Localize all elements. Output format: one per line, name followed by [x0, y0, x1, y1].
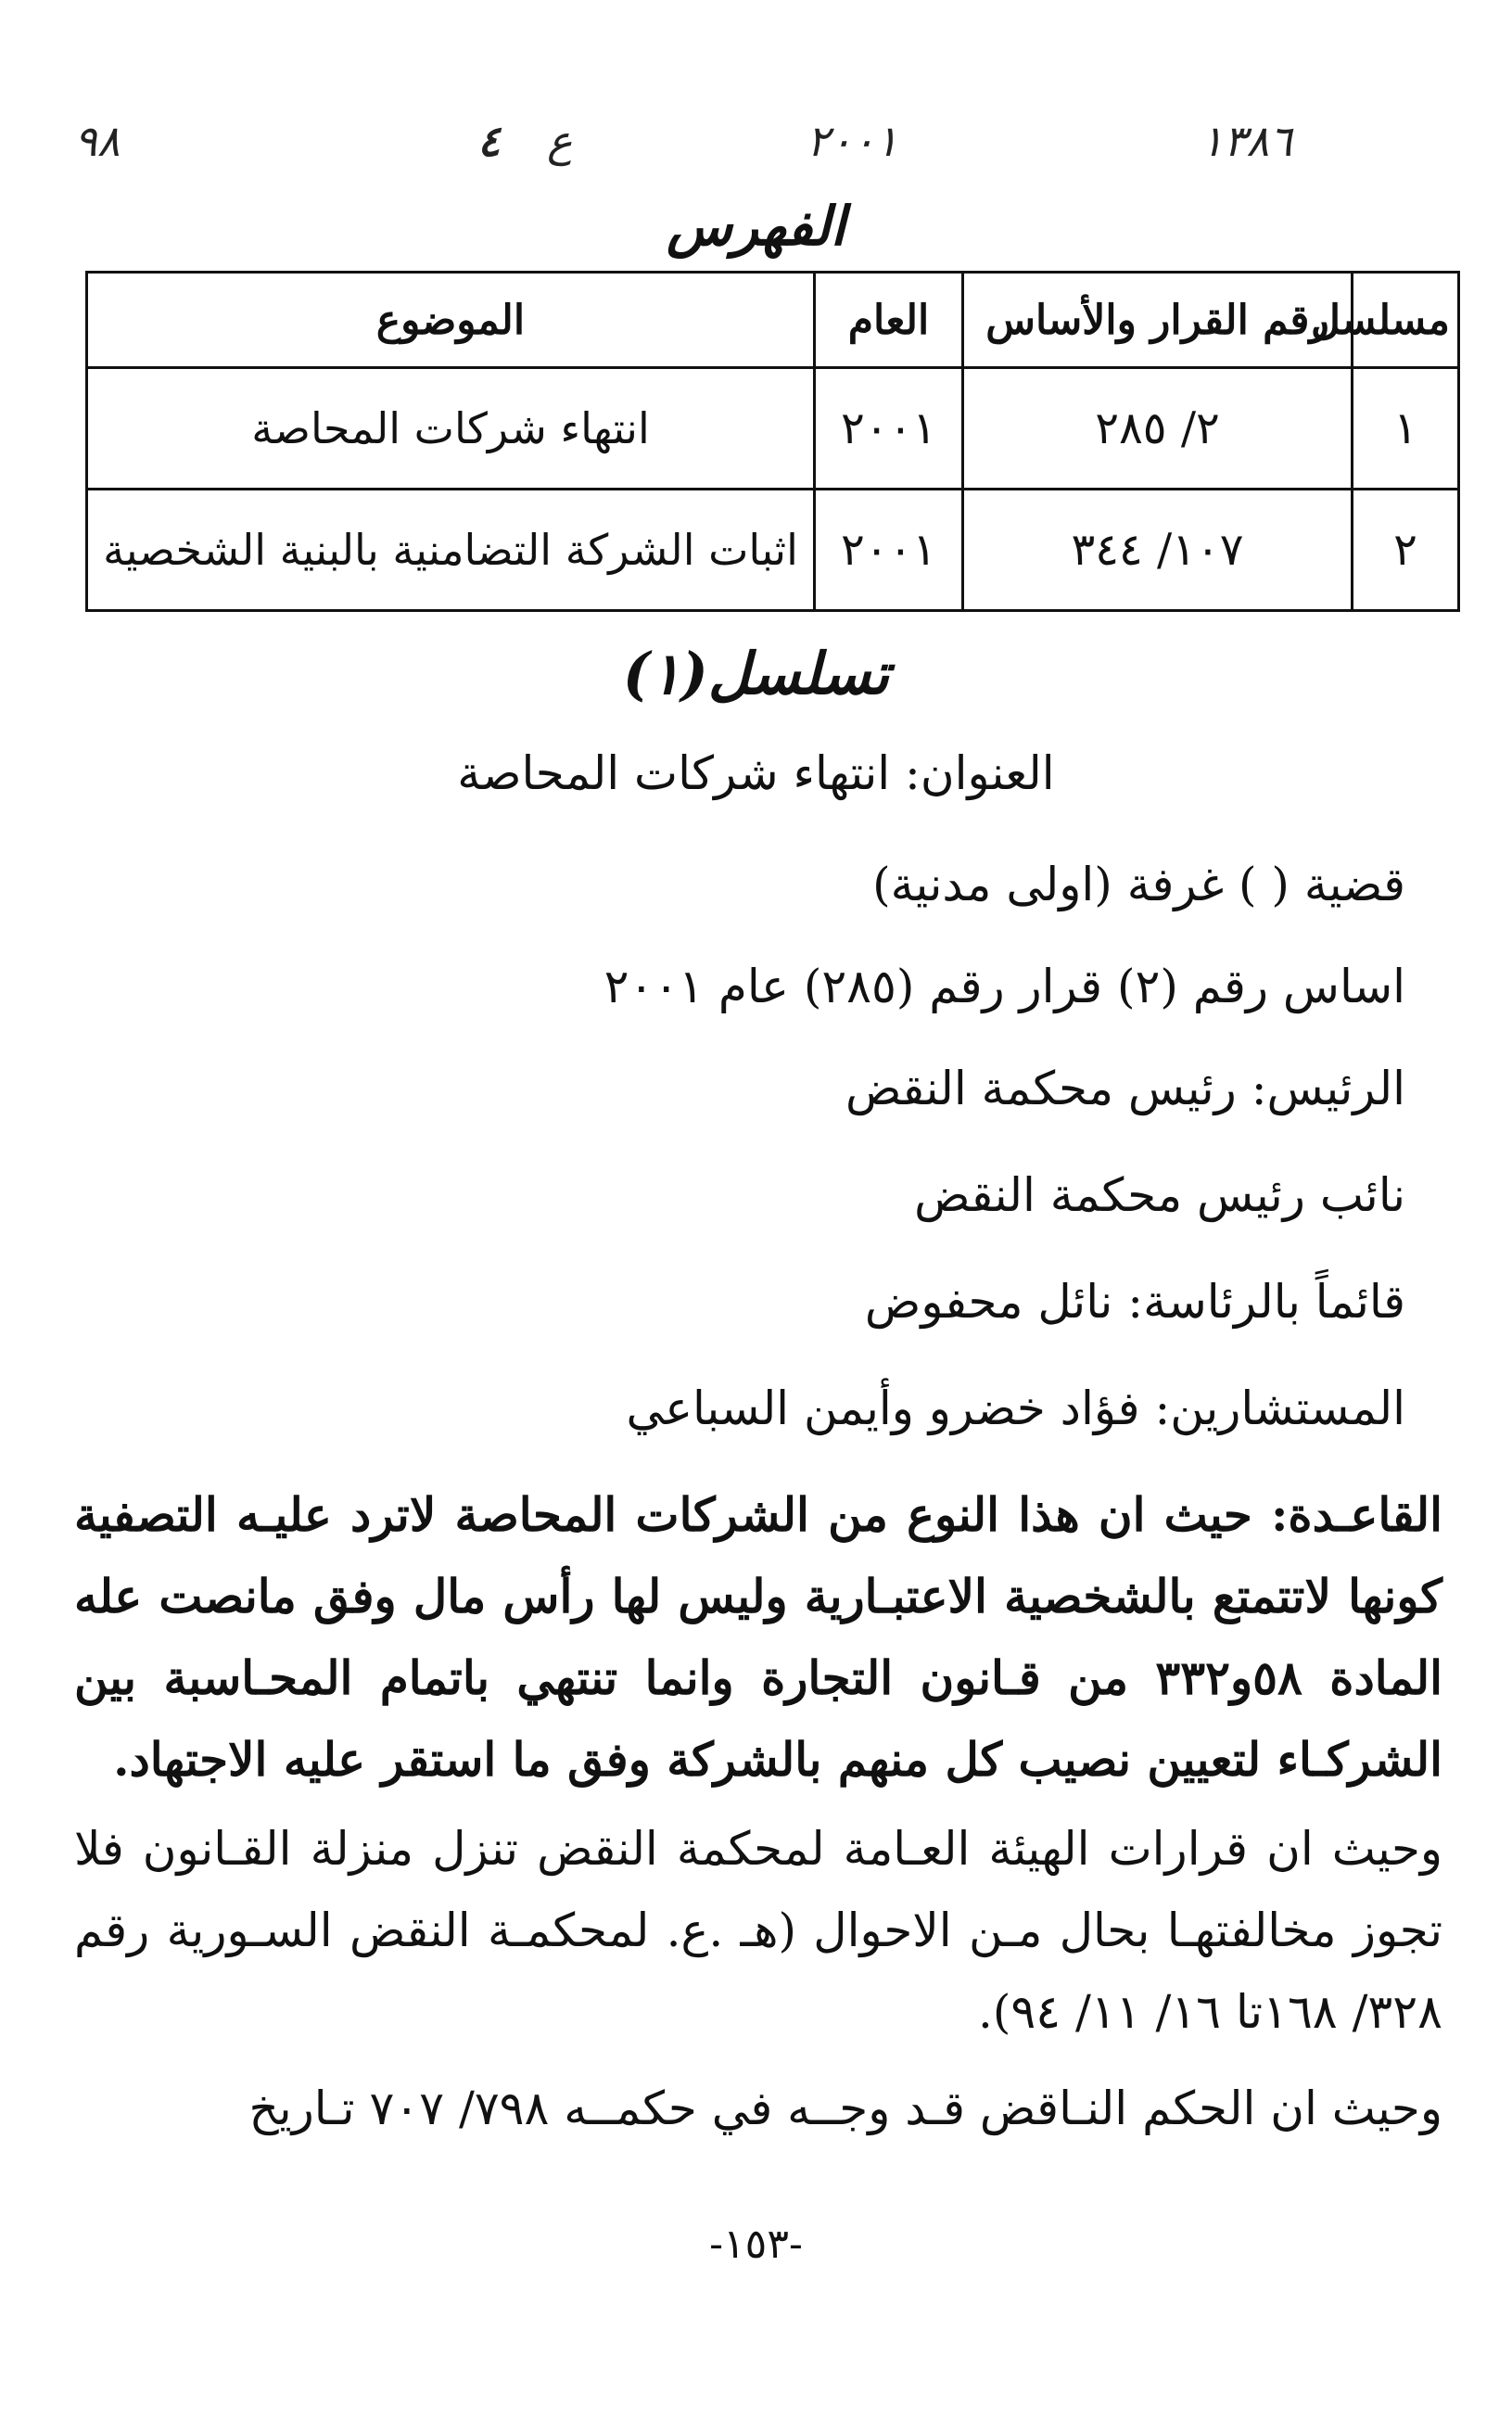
cell-year: ٢٠٠١	[815, 368, 963, 490]
acting-president-line: قائماً بالرئاسة: نائل محفوض	[864, 1275, 1405, 1329]
col-subject-header: الموضوع	[87, 273, 815, 368]
table-row	[87, 368, 1459, 490]
index-table	[85, 271, 1460, 612]
president-line: الرئيس: رئيس محكمة النقض	[845, 1062, 1405, 1115]
case-line: قضية ( ) غرفة (اولى مدنية)	[872, 858, 1405, 911]
title-line: العنوان: انتهاء شركات المحاصة	[457, 746, 1055, 800]
rule-paragraph: القاعـدة: حيث ان هذا النوع من الشركات المحاصة لاترد عليـه التصفية كونها لاتتمتع بالشخصية الاعتبـارية وليس لها رأس مال وفق مانصت عله المادة ٥٨و٣٣٢ من قـانون التجارة وانما تنتهي باتمام المحـاسبة بين الشركـاء لتعيين نصيب كل منهم بالشركة وفق ما استقر عليه الاجتهاد.	[74, 1487, 1442, 1787]
index-header-row	[87, 273, 1459, 368]
col-year-header: العام	[815, 273, 963, 368]
paragraph-2: وحيث ان قرارات الهيئة العـامة لمحكمة النقض تنزل منزلة القـانون فلا تجوز مخالفتهـا بحال مـن الاحوال (هـ .ع. لمحكمـة النقض السـورية رقم ٣٢٨/ ١٦٨تا ١٦/ ١١/ ٩٤).	[74, 1822, 1442, 2039]
cell-serial: ١	[1353, 368, 1459, 490]
cell-year: ٢٠٠١	[815, 490, 963, 611]
cell-subject: اثبات الشركة التضامنية بالبنية الشخصية	[87, 490, 815, 611]
sequence-heading: تسلسل(١)	[622, 640, 890, 707]
handwritten-mark-4: ٢٠٠١	[807, 116, 898, 166]
handwritten-mark-2: ٤	[477, 116, 501, 166]
col-serial-header: مسلسل	[1353, 273, 1459, 368]
page-number: -١٥٣-	[709, 2221, 803, 2268]
handwritten-mark-right: ١٣٨٦	[1201, 116, 1292, 166]
cell-decision: ٢/ ٢٨٥	[963, 368, 1353, 490]
paragraph-3: وحيث ان الحكم النـاقض قـد وجــه في حكمــه ٧٩٨/ ٧٠٧ تـاريخ	[248, 2082, 1442, 2135]
cell-subject: انتهاء شركات المحاصة	[87, 368, 815, 490]
col-decision-header: رقم القرار والأساس	[963, 273, 1353, 368]
vice-president-line: نائب رئيس محكمة النقض	[914, 1168, 1405, 1222]
handwritten-mark-left: ٩٨	[74, 116, 121, 166]
cell-serial: ٢	[1353, 490, 1459, 611]
table-row	[87, 490, 1459, 611]
index-title: الفهرس	[667, 195, 845, 258]
cell-decision: ١٠٧/ ٣٤٤	[963, 490, 1353, 611]
advisors-line: المستشارين: فؤاد خضرو وأيمن السباعي	[626, 1381, 1405, 1435]
handwritten-mark-3: ع	[547, 116, 573, 166]
basis-line: اساس رقم (٢) قرار رقم (٢٨٥) عام ٢٠٠١	[604, 960, 1405, 1013]
